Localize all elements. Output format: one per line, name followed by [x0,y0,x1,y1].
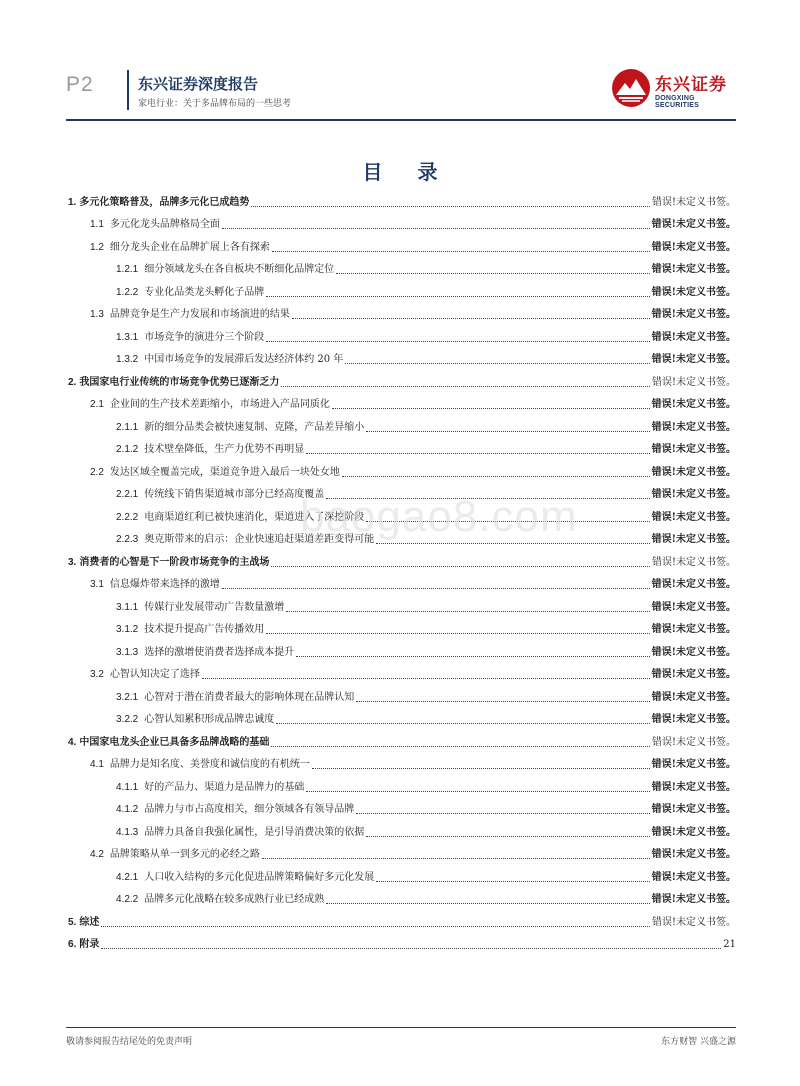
toc-entry-number: 5. [68,916,77,928]
toc-entry-label [68,555,269,571]
table-of-contents [66,188,736,953]
toc-leader-dots [326,497,649,499]
header-rule [66,119,736,121]
toc-entry[interactable] [66,616,736,639]
toc-entry-page: 错误!未定义书签。 [651,804,736,815]
toc-entry-text: 传媒行业发展带动广告数量激增 [144,601,285,613]
toc-entry-page: 错误!未定义书签。 [651,309,736,320]
toc-entry-number: 2.1 [90,399,104,410]
toc-entry-label [116,352,343,368]
toc-entry-label [116,780,304,796]
toc-entry[interactable] [66,188,736,211]
toc-entry-number: 4.1.2 [116,804,139,815]
toc-entry-label [116,510,364,526]
toc-entry-label [116,600,284,616]
toc-entry-text: 多元化龙头品牌格局全面 [109,219,220,230]
toc-leader-dots [376,880,649,882]
toc-entry-number: 4.2 [90,849,104,860]
toc-entry-label [116,825,364,841]
toc-entry-label [116,262,334,278]
toc-entry[interactable] [66,661,736,684]
toc-entry-number: 3.1.2 [116,624,139,635]
toc-entry-label [116,285,264,301]
toc-entry[interactable] [66,211,736,234]
toc-entry[interactable] [66,886,736,909]
toc-entry-text: 综述 [79,916,100,928]
toc-entry-label [116,532,374,548]
toc-entry-number: 2.2.2 [116,511,139,523]
toc-entry-label [90,240,270,256]
toc-entry-label [68,735,269,751]
toc-entry[interactable] [66,773,736,796]
toc-entry-label [116,645,294,661]
toc-entry-text: 多元化策略普及，品牌多元化已成趋势 [79,196,250,208]
toc-entry[interactable] [66,751,736,774]
toc-entry[interactable] [66,818,736,841]
toc-entry-text: 技术提升提高广告传播效用 [144,624,265,635]
toc-entry-page: 错误!未定义书签。 [651,601,736,613]
toc-entry[interactable] [66,706,736,729]
toc-entry-page: 错误!未定义书签。 [651,264,736,275]
toc-entry[interactable] [66,683,736,706]
toc-entry-text: 品牌力是知名度、美誉度和诚信度的有机统一 [109,759,310,770]
footer-disclaimer: 敬请参阅报告结尾处的免责声明 [66,1037,193,1047]
toc-entry-text: 电商渠道红利已被快速消化，渠道进入了深挖阶段 [144,511,365,523]
toc-entry-number: 1. [68,196,77,208]
toc-entry-page: 错误!未定义书签。 [651,894,736,905]
report-title: 东兴证券深度报告 [138,75,259,93]
toc-entry-number: 3.1.3 [116,646,139,658]
dongxing-logo-icon [611,68,651,108]
toc-entry-page: 错误!未定义书签。 [651,376,736,388]
toc-entry-text: 细分龙头企业在品牌扩展上各有探索 [109,241,270,253]
toc-entry-number: 2.2 [90,466,104,478]
toc-entry[interactable] [66,346,736,369]
toc-entry[interactable] [66,391,736,414]
toc-entry-number: 1.3.1 [116,331,139,343]
toc-entry-number: 4.2.1 [116,871,139,883]
footer-rule [66,1027,736,1028]
toc-entry-page: 错误!未定义书签。 [651,331,736,343]
toc-leader-dots [272,250,650,252]
toc-entry-number: 4.1.3 [116,826,139,838]
toc-entry-text: 心智认知决定了选择 [109,669,200,680]
toc-entry-number: 2.1.2 [116,444,139,455]
toc-entry-page: 错误!未定义书签。 [651,556,736,568]
toc-entry-text: 好的产品力、渠道力是品牌力的基础 [144,781,305,793]
toc-entry-text: 企业间的生产技术差距缩小，市场进入产品同质化 [109,399,330,410]
toc-entry-page: 错误!未定义书签。 [651,714,736,725]
toc-entry-text: 品牌力具备自我强化属性，是引导消费决策的依据 [144,826,365,838]
toc-entry-page: 错误!未定义书签。 [651,511,736,523]
toc-entry-page: 错误!未定义书签。 [651,489,736,500]
footer-slogan: 东方财智 兴盛之源 [661,1037,736,1047]
toc-entry-number: 1.1 [90,219,104,230]
toc-entry-label [116,420,364,436]
toc-entry[interactable] [66,233,736,256]
toc-leader-dots [266,632,649,634]
toc-leader-dots [292,317,650,319]
toc-entry-text: 奥克斯带来的启示：企业快速追赶渠道差距变得可能 [144,534,375,545]
toc-title: 目 录 [362,160,452,184]
toc-entry[interactable] [66,323,736,346]
toc-leader-dots [271,745,650,747]
toc-leader-dots [345,362,649,364]
toc-entry-page: 错误!未定义书签。 [651,736,736,748]
toc-entry-page: 错误!未定义书签。 [651,691,736,703]
toc-leader-dots [251,205,650,207]
toc-leader-dots [306,452,649,454]
toc-entry-text: 品牌多元化战略在较多成熟行业已经成熟 [144,894,325,905]
toc-leader-dots [271,565,650,567]
toc-entry[interactable] [66,841,736,864]
toc-entry-number: 1.3.2 [116,354,139,365]
toc-entry-label [90,847,260,863]
toc-entry[interactable] [66,526,736,549]
toc-entry-label [116,802,354,818]
toc-entry-page: 错误!未定义书签。 [651,624,736,635]
toc-leader-dots [266,340,649,342]
toc-leader-dots [366,520,649,522]
toc-entry[interactable] [66,256,736,279]
toc-entry-page: 错误!未定义书签。 [651,759,736,770]
toc-entry-page: 错误!未定义书签。 [651,579,736,590]
toc-entry-label [116,892,324,908]
toc-entry-page: 错误!未定义书签。 [651,444,736,455]
toc-entry[interactable] [66,863,736,886]
toc-leader-dots [202,677,650,679]
toc-entry-page: 错误!未定义书签。 [651,421,736,433]
toc-leader-dots [336,272,649,274]
toc-leader-dots [326,902,649,904]
toc-leader-dots [101,947,721,949]
toc-entry-page: 错误!未定义书签。 [651,916,736,928]
toc-entry-number: 2.1.1 [116,421,139,433]
toc-entry-page: 错误!未定义书签。 [651,646,736,658]
toc-entry-text: 选择的激增使消费者选择成本提升 [144,646,295,658]
toc-entry[interactable] [66,436,736,459]
toc-leader-dots [306,790,649,792]
toc-entry-page: 错误!未定义书签。 [651,871,736,883]
toc-entry-label [116,870,374,886]
toc-entry[interactable] [66,728,736,751]
toc-entry[interactable] [66,368,736,391]
toc-entry-text: 人口收入结构的多元化促进品牌策略偏好多元化发展 [144,871,375,883]
toc-entry-text: 中国市场竞争的发展滞后发达经济体约 20 年 [144,354,344,365]
toc-leader-dots [342,475,650,477]
toc-entry[interactable] [66,796,736,819]
toc-leader-dots [281,385,650,387]
toc-entry-number: 3.2.1 [116,691,139,703]
toc-entry-number: 3.2 [90,669,104,680]
toc-leader-dots [356,700,649,702]
toc-entry-text: 品牌策略从单一到多元的必经之路 [109,849,260,860]
toc-entry-label [90,757,310,773]
toc-entry-text: 心智认知累积形成品牌忠诚度 [144,714,275,725]
toc-entry-number: 4. [68,736,77,748]
toc-entry-text: 技术壁垒降低，生产力优势不再明显 [144,444,305,455]
toc-leader-dots [101,925,650,927]
toc-leader-dots [222,227,650,229]
toc-entry-label [68,375,279,391]
toc-entry[interactable] [66,301,736,324]
toc-entry-text: 信息爆炸带来选择的激增 [109,579,220,590]
toc-entry-page: 错误!未定义书签。 [651,466,736,478]
toc-entry-number: 3.1 [90,579,104,590]
toc-entry-number: 6. [68,939,77,950]
toc-entry-number: 4.1 [90,759,104,770]
logo-chinese-name: 东兴证券 [655,75,727,95]
toc-entry-label [90,465,340,481]
logo-english-name: DONGXING SECURITIES [655,95,700,109]
toc-entry-text: 中国家电龙头企业已具备多品牌战略的基础 [79,736,270,748]
toc-entry-page: 错误!未定义书签。 [651,781,736,793]
toc-leader-dots [296,655,649,657]
toc-entry[interactable] [66,481,736,504]
toc-entry-text: 我国家电行业传统的市场竞争优势已逐渐乏力 [79,376,280,388]
toc-entry-text: 品牌力与市占高度相关，细分领域各有领导品牌 [144,804,355,815]
toc-entry-page: 错误!未定义书签。 [651,286,736,298]
toc-leader-dots [312,767,650,769]
toc-entry-label [116,712,274,728]
toc-entry[interactable] [66,413,736,436]
toc-entry-label [68,937,99,953]
toc-entry-label [90,667,200,683]
toc-entry[interactable] [66,908,736,931]
toc-entry-text: 发达区域全覆盖完成，渠道竞争进入最后一块处女地 [109,466,340,478]
toc-entry-number: 3.1.1 [116,601,139,613]
toc-leader-dots [366,835,649,837]
toc-entry-text: 心智对于潜在消费者最大的影响体现在品牌认知 [144,691,355,703]
toc-leader-dots [222,587,650,589]
company-logo [611,68,736,112]
toc-entry-label [116,442,304,458]
toc-entry[interactable] [66,503,736,526]
toc-leader-dots [376,542,649,544]
toc-entry[interactable] [66,931,736,954]
header-divider [127,70,129,110]
toc-entry-label [90,577,220,593]
watermark: baogao8.com [300,492,578,541]
toc-entry-text: 附录 [79,939,100,950]
toc-entry-page: 错误!未定义书签。 [651,849,736,860]
toc-entry-number: 1.2.2 [116,286,139,298]
toc-entry-text: 市场竞争的演进分三个阶段 [144,331,265,343]
toc-entry-page: 错误!未定义书签。 [651,241,736,253]
toc-entry[interactable] [66,571,736,594]
toc-entry-number: 1.2.1 [116,264,139,275]
toc-entry-text: 消费者的心智是下一阶段市场竞争的主战场 [79,556,270,568]
toc-entry-page: 错误!未定义书签。 [651,826,736,838]
page-header [66,66,736,118]
toc-leader-dots [276,722,649,724]
toc-entry-number: 3. [68,556,77,568]
toc-entry-page: 错误!未定义书签。 [651,196,736,208]
toc-entry-number: 3.2.2 [116,714,139,725]
toc-entry-label [116,487,324,503]
toc-entry-label [116,622,264,638]
toc-entry-page: 21 [723,939,736,950]
toc-entry-text: 专业化品类龙头孵化子品牌 [144,286,265,298]
toc-entry-text: 品牌竞争是生产力发展和市场演进的结果 [109,309,290,320]
toc-leader-dots [262,857,650,859]
toc-entry-text: 新的细分品类会被快速复制、克隆，产品差异缩小 [144,421,365,433]
toc-entry-number: 1.3 [90,309,104,320]
toc-entry-page: 错误!未定义书签。 [651,534,736,545]
toc-entry-number: 4.1.1 [116,781,139,793]
toc-entry-number: 4.2.2 [116,894,139,905]
toc-entry-number: 1.2 [90,241,104,253]
page-number: P2 [66,73,94,96]
report-subtitle: 家电行业：关于多品牌布局的一些思考 [138,99,292,109]
toc-entry-number: 2.2.1 [116,489,139,500]
toc-entry[interactable] [66,638,736,661]
toc-entry-text: 传统线下销售渠道城市部分已经高度覆盖 [144,489,325,500]
toc-entry-label [90,307,290,323]
toc-entry-page: 错误!未定义书签。 [651,219,736,230]
toc-entry-page: 错误!未定义书签。 [651,354,736,365]
toc-leader-dots [266,295,649,297]
toc-entry[interactable] [66,458,736,481]
toc-leader-dots [366,430,649,432]
toc-leader-dots [356,812,649,814]
toc-entry-label [116,330,264,346]
toc-entry-page: 错误!未定义书签。 [651,399,736,410]
toc-leader-dots [332,407,650,409]
toc-entry-label [90,217,220,233]
toc-entry-number: 2.2.3 [116,534,139,545]
toc-entry[interactable] [66,593,736,616]
toc-entry[interactable] [66,278,736,301]
toc-entry-number: 2. [68,376,77,388]
toc-entry-page: 错误!未定义书签。 [651,669,736,680]
toc-entry-label [68,915,99,931]
toc-entry[interactable] [66,548,736,571]
toc-entry-label [68,195,249,211]
toc-entry-text: 细分领域龙头在各自板块不断细化品牌定位 [144,264,335,275]
toc-entry-label [116,690,354,706]
toc-leader-dots [286,610,649,612]
toc-entry-label [90,397,330,413]
